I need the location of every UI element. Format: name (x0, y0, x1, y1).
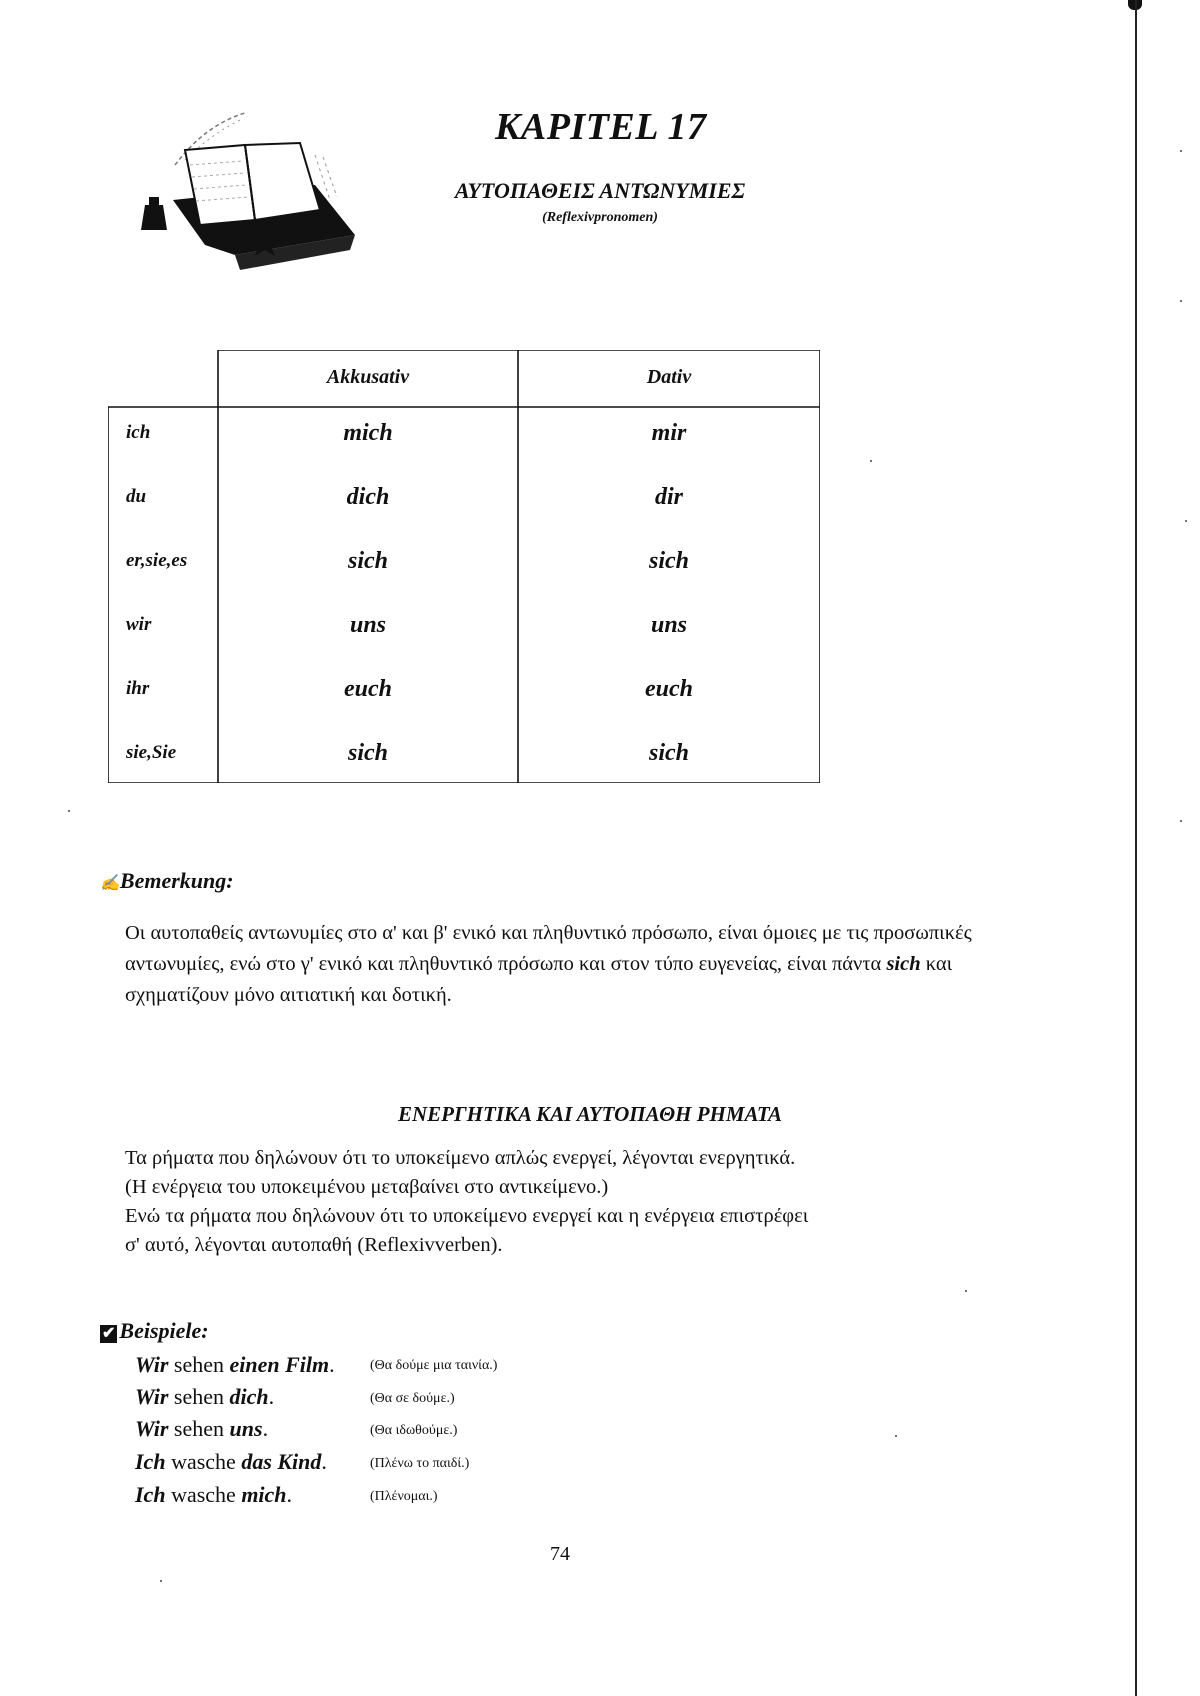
section-title-german: (Reflexivpronomen) (542, 210, 658, 225)
scan-speck (1180, 820, 1182, 822)
example-translation: (Πλένω το παιδί.) (370, 1456, 470, 1471)
akkusativ-cell: mich (343, 420, 393, 446)
example-translation: (Πλένομαι.) (370, 1489, 438, 1504)
example-subject: Wir (135, 1352, 169, 1377)
remark-text: Οι αυτοπαθείς αντωνυμίες στο α' και β' ενικό και πληθυντικό πρόσωπο, είναι όμοιες με τις προσωπικές αντωνυμίες, ενώ στο γ' ενικό και πληθυντικό πρόσωπο και στον τύπο ευγενείας, είναι πάντα (125, 922, 972, 975)
scan-speck (1180, 150, 1182, 152)
pronoun-cell: sie,Sie (126, 742, 177, 763)
example-subject: Wir (135, 1416, 169, 1441)
dativ-cell: dir (654, 484, 683, 510)
column-header-akkusativ: Akkusativ (326, 366, 410, 388)
verbs-paragraph (125, 1144, 1025, 1260)
scan-speck (1180, 300, 1182, 302)
example-end: . (321, 1449, 327, 1474)
scan-speck (1185, 520, 1187, 522)
scan-speck (870, 460, 872, 462)
dativ-cell: sich (648, 740, 689, 766)
akkusativ-cell: sich (347, 740, 388, 766)
example-object: dich (229, 1384, 269, 1409)
example-translation: (Θα δούμε μια ταινία.) (370, 1358, 498, 1373)
examples-title: Beispiele: (119, 1318, 209, 1343)
pronoun-cell: du (126, 486, 147, 507)
akkusativ-cell: sich (347, 548, 388, 574)
open-book-quill-icon (115, 105, 395, 275)
remark-paragraph (125, 918, 1025, 1011)
example-object: einen Film (229, 1352, 330, 1377)
example-verb: wasche (165, 1449, 242, 1474)
dativ-cell: uns (650, 612, 688, 638)
example-sentence (135, 1416, 268, 1442)
example-end: . (268, 1384, 275, 1409)
example-object: uns (229, 1416, 263, 1441)
scan-edge-line (1135, 0, 1137, 1696)
example-sentence (135, 1482, 292, 1508)
remark-text: και σχηματίζουν μόνο αιτιατική και δοτική. (125, 953, 953, 1006)
verbs-section-title: ΕΝΕΡΓΗΤΙΚΑ ΚΑΙ ΑΥΤΟΠΑΘΗ ΡΗΜΑΤΑ (397, 1102, 782, 1126)
example-object: das Kind (241, 1449, 322, 1474)
dativ-cell: euch (645, 676, 693, 702)
example-end: . (286, 1482, 293, 1507)
example-subject: Ich (135, 1449, 166, 1474)
example-sentence (135, 1384, 274, 1410)
examples-heading (100, 1318, 209, 1344)
example-translation: (Θα σε δούμε.) (370, 1391, 455, 1406)
example-verb: sehen (168, 1384, 230, 1409)
pronoun-cell: ihr (126, 678, 150, 699)
pronoun-cell: er,sie,es (126, 550, 188, 571)
page-number: 74 (550, 1543, 570, 1565)
dativ-cell: sich (648, 548, 689, 574)
remark-bold-word: sich (886, 953, 921, 975)
example-end: . (329, 1352, 335, 1377)
example-object: mich (241, 1482, 287, 1507)
example-subject: Ich (135, 1482, 166, 1507)
pronoun-cell: ich (126, 422, 151, 443)
example-verb: sehen (168, 1416, 230, 1441)
scan-speck (965, 1290, 967, 1292)
scan-speck (160, 1580, 162, 1582)
paragraph-line: σ' αυτό, λέγονται αυτοπαθή (Reflexivverben). (125, 1234, 503, 1256)
section-title-greek: ΑΥΤΟΠΑΘΕΙΣ ΑΝΤΩΝΥΜΙΕΣ (454, 178, 746, 203)
column-header-dativ: Dativ (646, 366, 692, 388)
scan-speck (895, 1435, 897, 1437)
remark-heading (100, 868, 234, 894)
reflexive-pronoun-table (108, 350, 820, 783)
akkusativ-cell: dich (346, 484, 390, 510)
remark-title: Bemerkung: (119, 868, 234, 893)
pen-hand-icon: ✍ (100, 875, 120, 892)
chapter-title: KAPITEL 17 (495, 106, 707, 148)
scan-speck (68, 810, 70, 812)
example-sentence (135, 1449, 327, 1475)
dativ-cell: mir (651, 420, 687, 446)
paragraph-line: (Η ενέργεια του υποκειμένου μεταβαίνει στο αντικείμενο.) (125, 1176, 609, 1198)
pronoun-cell: wir (126, 614, 152, 635)
paragraph-line: Ενώ τα ρήματα που δηλώνουν ότι το υποκείμενο ενεργεί και η ενέργεια επιστρέφει (125, 1205, 809, 1227)
example-verb: wasche (165, 1482, 242, 1507)
example-verb: sehen (168, 1352, 230, 1377)
akkusativ-cell: euch (344, 676, 392, 702)
paragraph-line: Τα ρήματα που δηλώνουν ότι το υποκείμενο απλώς ενεργεί, λέγονται ενεργητικά. (125, 1147, 796, 1169)
akkusativ-cell: uns (349, 612, 387, 638)
example-subject: Wir (135, 1384, 169, 1409)
checkmark-icon: ✔ (102, 1325, 116, 1342)
example-end: . (262, 1416, 269, 1441)
example-sentence (135, 1352, 335, 1378)
example-translation: (Θα ιδωθούμε.) (370, 1423, 458, 1438)
